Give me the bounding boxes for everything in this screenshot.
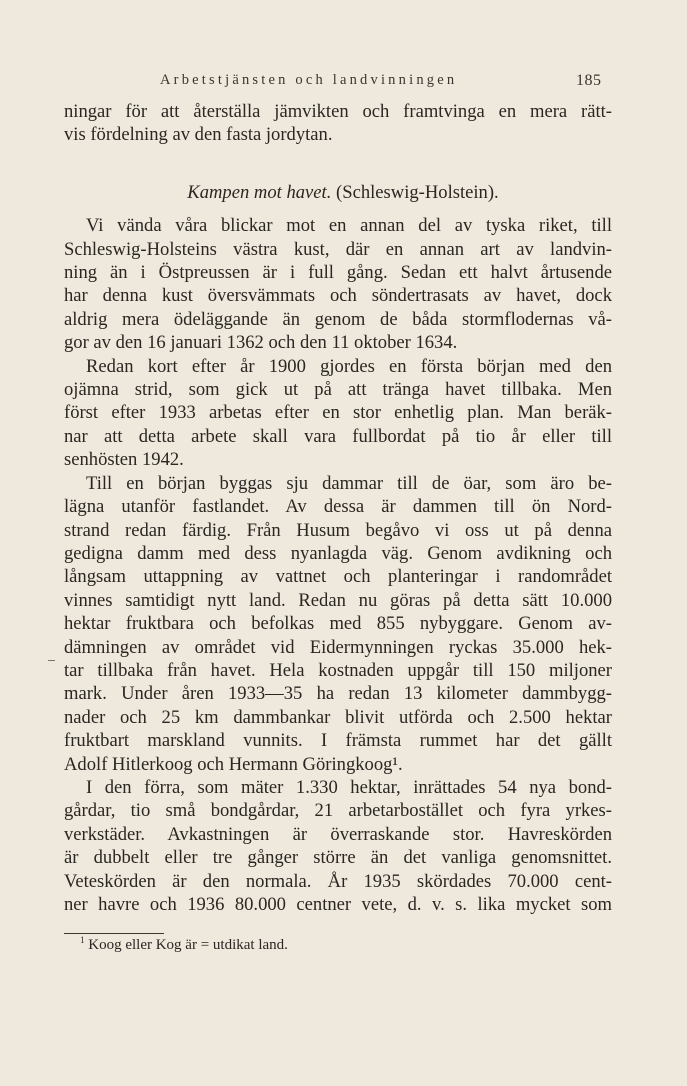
text-line: fruktbart marskland vunnits. I främsta rummet har det gällt	[64, 730, 612, 752]
text-line: lägna utanför fastlandet. Av dessa är dammen till ön Nord-	[64, 496, 612, 518]
text-line: ojämna strid, som gick ut på att tränga havet tillbaka. Men	[64, 379, 612, 401]
text-line: långsam uttappning av vattnet och planteringar i randområdet	[64, 566, 612, 588]
text-line: Adolf Hitlerkoog och Hermann Göringkoog¹.	[64, 753, 403, 775]
paragraph	[64, 355, 612, 472]
text-line: gårdar, tio små bondgårdar, 21 arbetarbostället och fyra yrkes-	[64, 800, 612, 822]
text-line: ningar för att återställa jämvikten och framtvinga en mera rätt-	[64, 101, 612, 122]
text-line: strand redan färdig. Från Husum begåvo vi oss ut på denna	[64, 519, 612, 541]
text-line: dämningen av området vid Eidermynningen ryckas 35.000 hek-	[64, 636, 612, 658]
text-line: Till en början byggas sju dammar till de öar, som äro be-	[86, 472, 612, 494]
section-heading-rest: (Schleswig-Holstein).	[336, 181, 499, 203]
text-line: aldrig mera ödeläggande än genom de båda stormflodernas vå-	[64, 308, 612, 330]
text-line: nader och 25 km dammbankar blivit utförda och 2.500 hektar	[64, 706, 612, 728]
paragraph-continuation	[64, 100, 612, 147]
text-line: verkstäder. Avkastningen är överraskande stor. Havreskörden	[64, 823, 612, 845]
section-heading	[64, 181, 612, 204]
text-line: nar att detta arbete skall vara fullbordat på tio år eller till	[64, 425, 612, 447]
text-line: gor av den 16 januari 1362 och den 11 oktober 1634.	[64, 332, 458, 354]
text-line: hektar fruktbara och befolkas med 855 nybyggare. Genom av-	[64, 613, 612, 635]
margin-mark	[48, 660, 55, 661]
text-line: senhösten 1942.	[64, 449, 184, 471]
paragraph	[64, 776, 612, 916]
text-line: Vi vända våra blickar mot en annan del av tyska riket, till	[86, 215, 612, 237]
text-line: Veteskörden är den normala. År 1935 skördades 70.000 cent-	[64, 870, 612, 892]
footnote	[80, 937, 288, 954]
text-line: har denna kust översvämmats och söndertrasats av havet, dock	[64, 285, 612, 307]
footnote-text: Koog eller Kog är = utdikat land.	[88, 937, 288, 953]
paragraph	[64, 214, 612, 354]
text-line: vis fördelning av den fasta jordytan.	[64, 124, 333, 146]
text-line: ning än i Östpreussen är i full gång. Sedan ett halvt årtusende	[64, 262, 612, 284]
text-line: först efter 1933 arbetas efter en stor enhetlig plan. Man beräk-	[64, 402, 612, 424]
running-head: Arbetstjänsten och landvinningen	[160, 72, 458, 88]
text-line: vinnes samtidigt nytt land. Redan nu göras på detta sätt 10.000	[64, 589, 612, 611]
text-line: tar tillbaka från havet. Hela kostnaden uppgår till 150 miljoner	[64, 659, 612, 681]
paragraph	[64, 472, 612, 776]
footnote-mark: 1	[80, 935, 85, 945]
text-line: gedigna damm med dess nyanlagda väg. Genom avdikning och	[64, 542, 612, 564]
text-line: I den förra, som mäter 1.330 hektar, inrättades 54 nya bond-	[86, 776, 612, 798]
footnote-rule	[64, 933, 164, 934]
text-line: ner havre och 1936 80.000 centner vete, d. v. s. lika mycket som	[64, 894, 612, 915]
text-line: är dubbelt eller tre gånger större än det vanliga genomsnittet.	[64, 847, 612, 869]
text-line: Redan kort efter år 1900 gjordes en första början med den	[86, 355, 612, 377]
page-number: 185	[576, 72, 602, 89]
text-line: Schleswig-Holsteins västra kust, där en annan art av landvin-	[64, 238, 612, 260]
section-heading-italic: Kampen mot havet.	[187, 181, 332, 203]
body-text	[64, 100, 612, 916]
text-line: mark. Under åren 1933—35 ha redan 13 kilometer dammbygg-	[64, 683, 612, 705]
